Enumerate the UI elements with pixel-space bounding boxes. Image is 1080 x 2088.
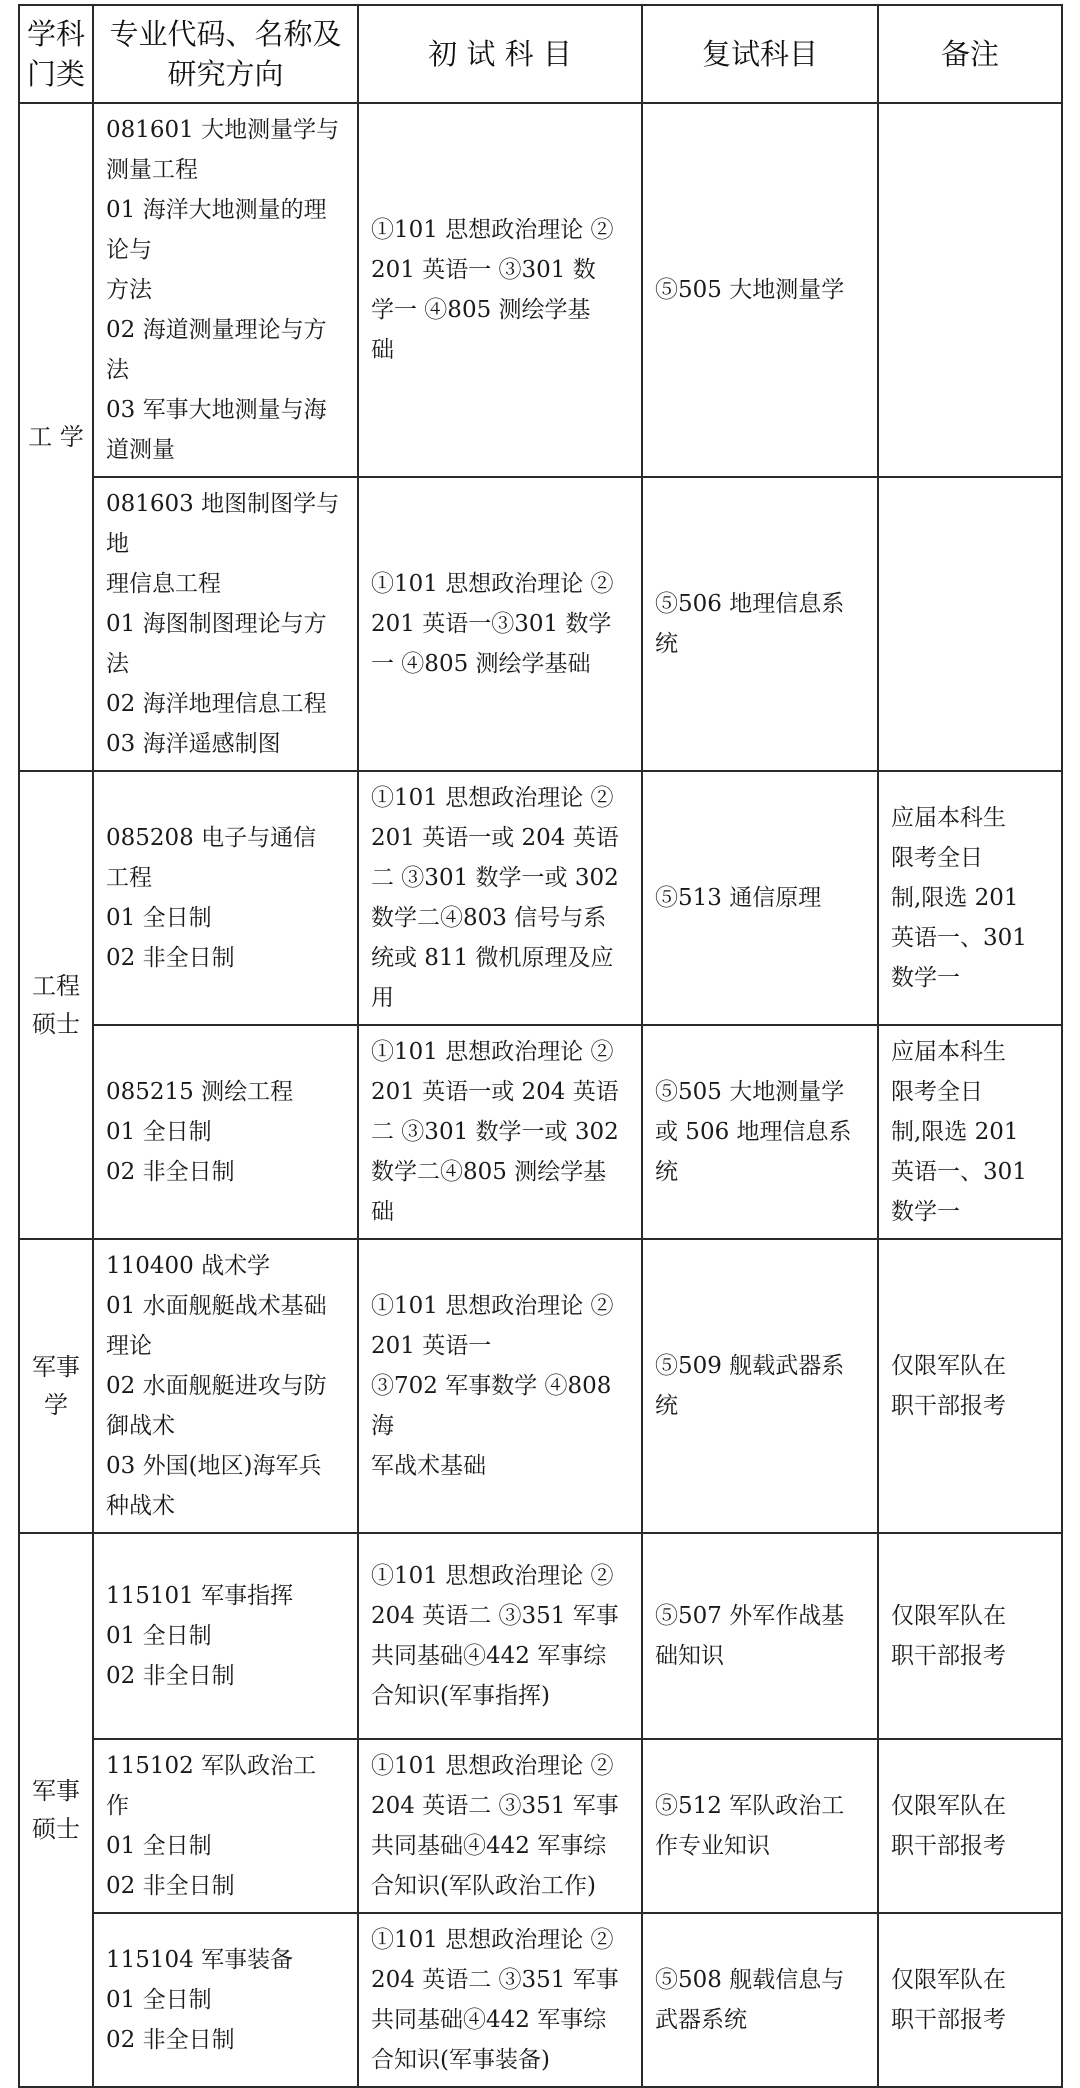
retest-cell bbox=[642, 771, 878, 1025]
initial-exam-cell-line: 共同基础④442 军事综 bbox=[371, 2007, 607, 2033]
initial-exam-cell-line: ①101 思想政治理论 ② bbox=[371, 785, 614, 811]
retest-cell-line: ⑤512 军队政治工 bbox=[655, 1793, 845, 1819]
notes-cell bbox=[878, 1533, 1062, 1739]
initial-exam-cell-line: ①101 思想政治理论 ② bbox=[371, 217, 614, 243]
major-cell bbox=[93, 771, 358, 1025]
notes-cell-line: 英语一、301 bbox=[891, 1159, 1027, 1185]
major-cell bbox=[93, 1533, 358, 1739]
major-cell-line: 081601 大地测量学与 bbox=[106, 117, 340, 143]
initial-exam-cell-line: 204 英语二 ③351 军事 bbox=[371, 1967, 619, 1993]
major-cell bbox=[93, 1025, 358, 1239]
initial-exam-cell bbox=[358, 771, 642, 1025]
major-cell-line: 02 水面舰艇进攻与防 bbox=[106, 1373, 327, 1399]
category-cell bbox=[19, 103, 93, 771]
initial-exam-cell-line: 合知识(军队政治工作) bbox=[371, 1873, 596, 1899]
initial-exam-cell-line: 201 英语一或 204 英语 bbox=[371, 1079, 619, 1105]
header-initial-exam: 初 试 科 目 bbox=[358, 5, 642, 103]
retest-cell-line: 础知识 bbox=[655, 1643, 724, 1669]
table-row bbox=[19, 1533, 1062, 1739]
notes-cell-line: 职干部报考 bbox=[891, 1833, 1006, 1859]
notes-cell-line: 职干部报考 bbox=[891, 2007, 1006, 2033]
notes-cell-line: 应届本科生 bbox=[891, 805, 1006, 831]
initial-exam-cell-line: 二 ③301 数学一或 302 bbox=[371, 1119, 619, 1145]
major-cell-line: 理论 bbox=[106, 1333, 152, 1359]
major-cell-line: 085208 电子与通信 bbox=[106, 825, 317, 851]
notes-cell-line: 限考全日 bbox=[891, 1079, 983, 1105]
notes-cell-line: 职干部报考 bbox=[891, 1393, 1006, 1419]
initial-exam-cell-line: 一 ④805 测绘学基础 bbox=[371, 651, 591, 677]
major-cell-line: 01 海图制图理论与方 bbox=[106, 611, 327, 637]
initial-exam-cell-line: 201 英语一 bbox=[371, 1333, 492, 1359]
initial-exam-cell-line: 数学二④803 信号与系 bbox=[371, 905, 607, 931]
major-cell-line: 01 全日制 bbox=[106, 1623, 212, 1649]
notes-cell bbox=[878, 1239, 1062, 1533]
retest-cell-line: ⑤506 地理信息系统 bbox=[655, 591, 845, 657]
category-cell-line: 工程 bbox=[32, 972, 80, 1000]
major-cell-line: 测量工程 bbox=[106, 157, 198, 183]
major-cell-line: 御战术 bbox=[106, 1413, 175, 1439]
table-body bbox=[19, 103, 1062, 2087]
notes-cell bbox=[878, 1913, 1062, 2087]
retest-cell bbox=[642, 1239, 878, 1533]
retest-cell-line: ⑤505 大地测量学 bbox=[655, 277, 845, 303]
major-cell-line: 02 非全日制 bbox=[106, 1873, 235, 1899]
retest-cell-line: ⑤505 大地测量学 bbox=[655, 1079, 845, 1105]
initial-exam-cell-line: ①101 思想政治理论 ② bbox=[371, 1927, 614, 1953]
initial-exam-cell-line: ③702 军事数学 ④808 海 bbox=[371, 1373, 612, 1439]
major-cell-line: 02 非全日制 bbox=[106, 2027, 235, 2053]
initial-exam-cell-line: 201 英语一③301 数学 bbox=[371, 611, 612, 637]
major-cell-line: 理信息工程 bbox=[106, 571, 221, 597]
major-cell bbox=[93, 1239, 358, 1533]
major-cell-line: 01 海洋大地测量的理论与 bbox=[106, 197, 327, 263]
header-category: 学科 门类 bbox=[19, 5, 93, 103]
initial-exam-cell-line: ①101 思想政治理论 ② bbox=[371, 1753, 614, 1779]
retest-cell-line: ⑤508 舰载信息与 bbox=[655, 1967, 845, 1993]
retest-cell bbox=[642, 477, 878, 771]
initial-exam-cell-line: 二 ③301 数学一或 302 bbox=[371, 865, 619, 891]
initial-exam-cell-line: 共同基础④442 军事综 bbox=[371, 1643, 607, 1669]
initial-exam-cell-line: 用 bbox=[371, 985, 394, 1011]
retest-cell bbox=[642, 1025, 878, 1239]
major-cell bbox=[93, 103, 358, 477]
initial-exam-cell-line: 统或 811 微机原理及应 bbox=[371, 945, 614, 971]
major-cell-line: 03 海洋遥感制图 bbox=[106, 731, 281, 757]
major-cell-line: 01 全日制 bbox=[106, 905, 212, 931]
retest-cell-line: 或 506 地理信息系 bbox=[655, 1119, 852, 1145]
table-row bbox=[19, 1025, 1062, 1239]
major-cell-line: 法 bbox=[106, 357, 129, 383]
admissions-table bbox=[18, 4, 1063, 2088]
category-cell-line: 工 学 bbox=[28, 423, 84, 451]
notes-cell bbox=[878, 477, 1062, 771]
initial-exam-cell bbox=[358, 477, 642, 771]
retest-cell bbox=[642, 1913, 878, 2087]
notes-cell bbox=[878, 1739, 1062, 1913]
notes-cell-line: 制,限选 201 bbox=[891, 885, 1019, 911]
retest-cell-line: ⑤507 外军作战基 bbox=[655, 1603, 845, 1629]
header-row bbox=[19, 5, 1062, 103]
major-cell-line: 01 全日制 bbox=[106, 1833, 212, 1859]
initial-exam-cell-line: ①101 思想政治理论 ② bbox=[371, 1039, 614, 1065]
notes-cell-line: 应届本科生 bbox=[891, 1039, 1006, 1065]
retest-cell bbox=[642, 1533, 878, 1739]
initial-exam-cell-line: 204 英语二 ③351 军事 bbox=[371, 1793, 619, 1819]
initial-exam-cell-line: 军战术基础 bbox=[371, 1453, 486, 1479]
header-notes: 备注 bbox=[878, 5, 1062, 103]
major-cell-line: 种战术 bbox=[106, 1493, 175, 1519]
major-cell-line: 085215 测绘工程 bbox=[106, 1079, 294, 1105]
table-row bbox=[19, 477, 1062, 771]
initial-exam-cell bbox=[358, 1913, 642, 2087]
major-cell-line: 作 bbox=[106, 1793, 129, 1819]
initial-exam-cell-line: 合知识(军事指挥) bbox=[371, 1683, 550, 1709]
table-row bbox=[19, 103, 1062, 477]
table-row bbox=[19, 1239, 1062, 1533]
initial-exam-cell-line: ①101 思想政治理论 ② bbox=[371, 571, 614, 597]
initial-exam-cell-line: 201 英语一或 204 英语 bbox=[371, 825, 619, 851]
major-cell-line: 03 外国(地区)海军兵 bbox=[106, 1453, 322, 1479]
category-cell-line: 硕士 bbox=[32, 1815, 80, 1843]
category-cell-line: 军事 bbox=[32, 1353, 80, 1381]
initial-exam-cell-line: 204 英语二 ③351 军事 bbox=[371, 1603, 619, 1629]
major-cell-line: 115101 军事指挥 bbox=[106, 1583, 294, 1609]
initial-exam-cell-line: 础 bbox=[371, 337, 394, 363]
initial-exam-cell-line: 201 英语一 ③301 数 bbox=[371, 257, 596, 283]
major-cell-line: 01 水面舰艇战术基础 bbox=[106, 1293, 327, 1319]
notes-cell bbox=[878, 103, 1062, 477]
category-cell bbox=[19, 1533, 93, 2087]
notes-cell-line: 仅限军队在 bbox=[891, 1603, 1006, 1629]
major-cell-line: 115104 军事装备 bbox=[106, 1947, 294, 1973]
category-cell bbox=[19, 1239, 93, 1533]
initial-exam-cell-line: ①101 思想政治理论 ② bbox=[371, 1293, 614, 1319]
initial-exam-cell bbox=[358, 1239, 642, 1533]
category-cell-line: 军事 bbox=[32, 1777, 80, 1805]
retest-cell bbox=[642, 1739, 878, 1913]
major-cell-line: 道测量 bbox=[106, 437, 175, 463]
initial-exam-cell-line: 共同基础④442 军事综 bbox=[371, 1833, 607, 1859]
major-cell-line: 01 全日制 bbox=[106, 1119, 212, 1145]
retest-cell-line: 作专业知识 bbox=[655, 1833, 770, 1859]
header-retest: 复试科目 bbox=[642, 5, 878, 103]
major-cell-line: 110400 战术学 bbox=[106, 1253, 271, 1279]
initial-exam-cell bbox=[358, 1533, 642, 1739]
retest-cell-line: 统 bbox=[655, 1159, 678, 1185]
major-cell-line: 01 全日制 bbox=[106, 1987, 212, 2013]
table-row bbox=[19, 1913, 1062, 2087]
retest-cell-line: 武器系统 bbox=[655, 2007, 747, 2033]
notes-cell-line: 仅限军队在 bbox=[891, 1967, 1006, 1993]
initial-exam-cell-line: ①101 思想政治理论 ② bbox=[371, 1563, 614, 1589]
major-cell-line: 方法 bbox=[106, 277, 152, 303]
table-row bbox=[19, 771, 1062, 1025]
notes-cell bbox=[878, 1025, 1062, 1239]
major-cell bbox=[93, 1739, 358, 1913]
retest-cell-line: ⑤509 舰载武器系统 bbox=[655, 1353, 845, 1419]
major-cell bbox=[93, 1913, 358, 2087]
major-cell-line: 02 非全日制 bbox=[106, 1159, 235, 1185]
notes-cell-line: 仅限军队在 bbox=[891, 1353, 1006, 1379]
notes-cell-line: 数学一 bbox=[891, 1199, 960, 1225]
major-cell-line: 03 军事大地测量与海 bbox=[106, 397, 327, 423]
major-cell-line: 02 非全日制 bbox=[106, 1663, 235, 1689]
notes-cell-line: 数学一 bbox=[891, 965, 960, 991]
major-cell bbox=[93, 477, 358, 771]
category-cell-line: 学 bbox=[44, 1391, 68, 1419]
notes-cell-line: 限考全日 bbox=[891, 845, 983, 871]
major-cell-line: 02 非全日制 bbox=[106, 945, 235, 971]
retest-cell-line: ⑤513 通信原理 bbox=[655, 885, 822, 911]
notes-cell-line: 英语一、301 bbox=[891, 925, 1027, 951]
initial-exam-cell bbox=[358, 1739, 642, 1913]
initial-exam-cell-line: 数学二④805 测绘学基 bbox=[371, 1159, 607, 1185]
major-cell-line: 法 bbox=[106, 651, 129, 677]
major-cell-line: 081603 地图制图学与地 bbox=[106, 491, 340, 557]
table-row bbox=[19, 1739, 1062, 1913]
notes-cell-line: 仅限军队在 bbox=[891, 1793, 1006, 1819]
major-cell-line: 02 海道测量理论与方 bbox=[106, 317, 327, 343]
major-cell-line: 工程 bbox=[106, 865, 152, 891]
notes-cell bbox=[878, 771, 1062, 1025]
header-major: 专业代码、名称及 研究方向 bbox=[93, 5, 358, 103]
major-cell-line: 02 海洋地理信息工程 bbox=[106, 691, 327, 717]
major-cell-line: 115102 军队政治工 bbox=[106, 1753, 317, 1779]
initial-exam-cell-line: 础 bbox=[371, 1199, 394, 1225]
notes-cell-line: 职干部报考 bbox=[891, 1643, 1006, 1669]
initial-exam-cell bbox=[358, 1025, 642, 1239]
category-cell bbox=[19, 771, 93, 1239]
notes-cell-line: 制,限选 201 bbox=[891, 1119, 1019, 1145]
category-cell-line: 硕士 bbox=[32, 1010, 80, 1038]
initial-exam-cell-line: 学一 ④805 测绘学基 bbox=[371, 297, 591, 323]
initial-exam-cell-line: 合知识(军事装备) bbox=[371, 2047, 550, 2073]
initial-exam-cell bbox=[358, 103, 642, 477]
retest-cell bbox=[642, 103, 878, 477]
